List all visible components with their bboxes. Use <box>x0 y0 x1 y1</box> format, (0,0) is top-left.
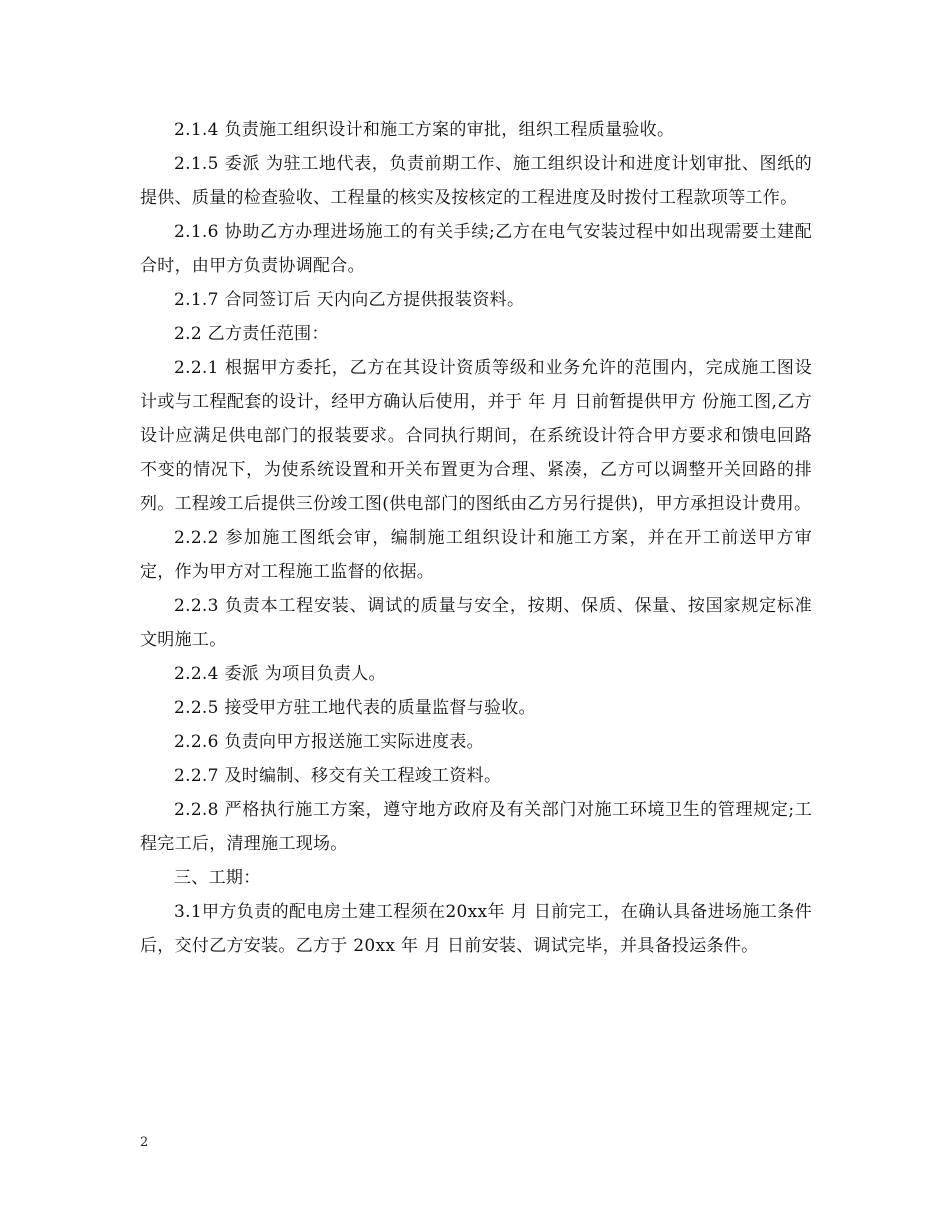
clause-2-1-6: 2.1.6 协助乙方办理进场施工的有关手续;乙方在电气安装过程中如出现需要土建配合时，由甲方负责协调配合。 <box>140 222 812 276</box>
clause-2-1-4: 2.1.4 负责施工组织设计和施工方案的审批，组织工程质量验收。 <box>174 120 675 140</box>
document-body <box>140 113 812 963</box>
clause-2-2-2: 2.2.2 参加施工图纸会审，编制施工组织设计和施工方案，并在开工前送甲方审定，作为甲方对工程施工监督的依据。 <box>140 528 812 582</box>
clause-2-2-7: 2.2.7 及时编制、移交有关工程竣工资料。 <box>174 766 502 786</box>
clause-2-2-3: 2.2.3 负责本工程安装、调试的质量与安全，按期、保质、保量、按国家规定标准文明施工。 <box>140 596 812 650</box>
clause-2-2-5: 2.2.5 接受甲方驻工地代表的质量监督与验收。 <box>174 698 536 718</box>
section-2-2-heading: 2.2 乙方责任范围： <box>174 324 329 344</box>
section-3-heading: 三、工期： <box>174 868 261 888</box>
clause-2-1-7: 2.1.7 合同签订后 天内向乙方提供报装资料。 <box>174 290 525 310</box>
clause-2-2-1: 2.2.1 根据甲方委托，乙方在其设计资质等级和业务允许的范围内，完成施工图设计或与工程配套的设计，经甲方确认后使用，并于 年 月 日前暂提供甲方 份施工图,乙方设计应满足供电部门的报装要求。合同执行期间，在系统设计符合甲方要求和馈电回路不变的情况下，为使系统设置和开关布置更为合理、紧凑，乙方可以调整开关回路的排列。工程竣工后提供三份竣工图(供电部门的图纸由乙方另行提供)，甲方承担设计费用。 <box>140 358 812 514</box>
clause-2-2-6: 2.2.6 负责向甲方报送施工实际进度表。 <box>174 732 484 752</box>
clause-3-1: 3.1甲方负责的配电房土建工程须在20xx年 月 日前完工，在确认具备进场施工条件后，交付乙方安装。乙方于 20xx 年 月 日前安装、调试完毕，并具备投运条件。 <box>140 902 812 956</box>
page-number: 2 <box>140 1135 149 1150</box>
clause-2-2-4: 2.2.4 委派 为项目负责人。 <box>174 664 386 684</box>
clause-2-2-8: 2.2.8 严格执行施工方案，遵守地方政府及有关部门对施工环境卫生的管理规定;工程完工后，清理施工现场。 <box>140 800 812 854</box>
clause-2-1-5: 2.1.5 委派 为驻工地代表，负责前期工作、施工组织设计和进度计划审批、图纸的提供、质量的检查验收、工程量的核实及按核定的工程进度及时拨付工程款项等工作。 <box>140 154 812 208</box>
